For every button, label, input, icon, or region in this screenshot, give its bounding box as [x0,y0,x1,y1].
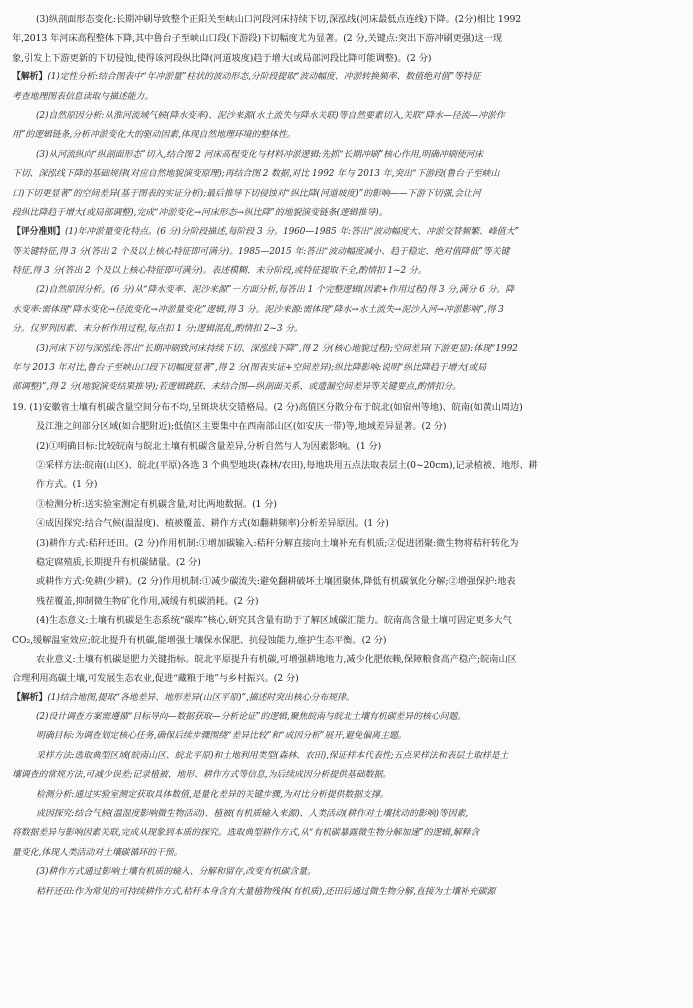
text-line [12,340,681,359]
text-line [12,437,681,456]
text-line [12,708,681,727]
line-text: 成因探究:结合气候(温湿度影响微生物活动)、植被(有机质输入来源)、人类活动(耕作对土壤扰动的影响)等因素, [36,809,469,820]
text-line [12,631,681,650]
line-text: 分。仅罗列因素、未分析作用过程,每点扣 1 分;逻辑混乱,酌情扣 2~3 分。 [12,324,303,335]
section-tag: 【评分准则】 [12,227,65,238]
line-text: (2)自然原因分析:从淮河流域气候(降水变率)、泥沙来源(水土流失与降水关联)等自然要素切入,关联“降水—径流—冲淤作 [36,110,505,121]
text-line [12,534,681,553]
text-line [12,223,681,242]
text-line [12,68,681,87]
text-line [12,572,681,591]
line-text: 等关键特征,得 3 分(答出 2 个及以上核心特征即可满分)。1985—2015 年:答出“波动幅度减小、趋于稳定、绝对值降低”等关键 [12,246,510,257]
line-text: 考查地理图表信息读取与描述能力。 [12,91,154,102]
line-text: 段纵比降趋于增大(或局部调整),完成“冲淤变化→河床形态→纵比降”的地貌演变链条(逻辑推导)。 [12,207,388,218]
text-line [12,786,681,805]
text-line [12,88,681,107]
text-line [12,281,681,300]
line-text: (2)自然原因分析。(6 分)从“降水变率、泥沙来源”一方面分析,每答出 1 个完整逻辑(因素+作用过程)得 3 分,满分 6 分。降 [36,285,515,296]
line-text: (4)生态意义:土壤有机碳是生态系统“碳库”核心,研究其含量有助于了解区域碳汇能力。皖南高含量土壤可固定更多大气 [36,615,512,627]
text-line [12,456,681,475]
line-text: ③检测分析:送实验室测定有机碳含量,对比两地数据。(1 分) [36,498,277,510]
line-text: 将数据差异与影响因素关联,完成从现象到本质的探究。选取典型耕作方式,从“有机碳暴露微生物分解加速”的逻辑,解释含 [12,828,480,839]
line-text: 口)下切更显著”的空间差异(基于图表的实证分析);最后推导下切侵蚀对“纵比降(河道坡度)”的影响——下游下切强,会让河 [12,188,481,199]
text-line [12,126,681,145]
text-line [12,107,681,126]
line-text: (3)河床下切与深泓线:答出“长期冲刷致河床持续下切、深泓线下降”,得 2 分(核心地貌过程);空间差异(下游更显):体现“1992 [36,343,518,354]
text-line [12,301,681,320]
text-line [12,262,681,281]
line-text: (1)定性分析:结合图表中“年冲淤量”柱状的波动形态,分阶段提取“波动幅度、冲淤转换频率、数值绝对值”等特征 [47,72,481,83]
text-line [12,49,681,68]
text-line [12,805,681,824]
line-text: 或耕作方式:免耕(少耕)。(2 分)作用机制:①减少碳流失:避免翻耕破坏土壤团聚体,降低有机碳氧化分解;②增强保护:地表 [36,576,516,588]
text-line [12,747,681,766]
line-text: ④成因探究:结合气候(温湿度)、植被覆盖、耕作方式(如翻耕频率)分析差异原因。(1 分) [36,518,389,530]
section-tag: 【解析】 [12,72,48,83]
line-text: (3)耕作方式通过影响土壤有机质的输入、分解和留存,改变有机碳含量。 [36,867,316,878]
line-text: 年与 2013 年对比,鲁台子至峡山口段下切幅度显著”,得 2 分(图表实证+空间差异);纵比降影响:说明“纵比降趋于增大(或局 [12,363,487,374]
text-line [12,378,681,397]
text-line [12,669,681,688]
line-text: 秸秆还田:作为常见的可持续耕作方式,秸秆本身含有大量植物残体(有机质),还田后通过微生物分解,直接为土壤补充碳源 [36,886,496,897]
line-text: 年,2013 年河床高程整体下降,其中鲁台子至峡山口段(下游段)下切幅度尤为显著。(2 分,关键点:突出下游冲刷更强)这一现 [12,33,502,45]
text-line [12,204,681,223]
line-text: (2)①明确目标:比较皖南与皖北土壤有机碳含量差异,分析自然与人为因素影响。(1 分) [36,440,382,452]
text-line [12,243,681,262]
text-line [12,398,681,417]
text-line [12,727,681,746]
text-line [12,417,681,436]
text-line [12,592,681,611]
line-text: 下切、深泓线下降的基础规律(对应自然地貌演变原理);再结合图 2 数据,对比 1992 年与 2013 年,突出“下游段(鲁台子至峡山 [12,169,500,180]
line-text: 残茬覆盖,抑制微生物矿化作用,减缓有机碳消耗。(2 分) [36,595,259,607]
text-line [12,689,681,708]
line-text: 19. (1)安徽省土壤有机碳含量空间分布不均,呈斑块状交错格局。(2 分)高值区分散分布于皖北(如宿州等地)、皖南(如黄山周边) [12,401,523,413]
line-text: 量变化,体现人类活动对土壤碳循环的干预。 [12,847,183,858]
line-text: ②采样方法:皖南(山区)、皖北(平原)各选 3 个典型地块(森林/农田),每地块用五点法取表层土(0~20cm),记录植被、地形、耕 [36,459,538,471]
line-text: (3)纵剖面形态变化:长期冲刷导致整个正阳关至峡山口河段河床持续下切,深泓线(河床最低点连线)下降。(2分)相比 1992 [36,14,522,25]
text-line [12,185,681,204]
text-line [12,611,681,630]
line-text: 稳定腐殖质,长期提升有机碳储量。(2 分) [36,556,201,568]
line-text: 采样方法:选取典型区域(皖南山区、皖北平原)和土地利用类型(森林、农田),保证样本代表性;五点采样法和表层土取样是土 [36,750,509,761]
text-line [12,475,681,494]
text-line [12,514,681,533]
line-text: 特征,得 3 分(答出 2 个及以上核心特征即可满分)。表述模糊、未分阶段,或特征提取不全,酌情扣 1~2 分。 [12,266,427,277]
text-line [12,146,681,165]
line-text: 作方式。(1 分) [36,479,98,491]
text-line [12,824,681,843]
text-line [12,495,681,514]
line-text: 及江淮之间部分区域(如合肥附近);低值区主要集中在西南部山区(如安庆一带)等,地域差异显著。(2 分) [36,421,447,433]
text-line [12,359,681,378]
line-text: 明确目标:为调查划定核心任务,确保后续步骤围绕“差异比较”和“成因分析”展开,避免偏离主题。 [36,731,407,742]
text-line [12,766,681,785]
section-tag: 【解析】 [12,692,48,703]
text-line [12,883,681,902]
text-line [12,320,681,339]
line-text: 象,引发上下游更新的下切侵蚀,使得该河段纵比降(河道坡度)趋于增大(或局部河段比降可能调整)。(2 分) [12,52,432,64]
text-line [12,165,681,184]
line-text: 合理利用高碳土壤,可发展生态农业,促进“藏粮于地”与乡村振兴。(2 分) [12,673,299,685]
line-text: (3)从河流纵向“纵剖面形态”切入,结合图 2 河床高程变化与材料冲淤逻辑:先抓“长期冲刷”核心作用,明确冲刷使河床 [36,149,484,160]
line-text: 部调整)”,得 2 分(地貌演变结果推导);若逻辑跳跃、未结合图—纵剖面关系、或遗漏空间差异等关键要点,酌情扣分。 [12,382,462,393]
text-line [12,650,681,669]
line-text: 检测分析:通过实验室测定获取具体数值,是量化差异的关键步骤,为对比分析提供数据支撑。 [36,789,389,800]
text-line [12,863,681,882]
text-line [12,844,681,863]
text-line [12,10,681,29]
text-line [12,29,681,48]
line-text: 用”的逻辑链条,分析冲淤变化大的驱动因素,体现自然地理环境的整体性。 [12,130,296,141]
line-text: 壤调查的常规方法,可减少误差;记录植被、地形、耕作方式等信息,为后续成因分析提供基础数据。 [12,770,392,781]
line-text: CO₂,缓解温室效应;皖北提升有机碳,能增强土壤保水保肥、抗侵蚀能力,维护生态平衡。(2 分) [12,634,387,646]
line-text: (1)结合地图,提取“各地差异、地形差异(山区平原)”,描述时突出核心分布规律。 [47,692,355,703]
line-text: (1)年冲淤量变化特点。(6 分)分阶段描述,每阶段 3 分。1960—1985 年:答出“波动幅度大、冲淤交替频繁、峰值大” [64,227,519,238]
line-text: 水变率:需体现“降水变化→径流变化→冲淤量变化”逻辑,得 3 分。泥沙来源:需体现“降水→水土流失→泥沙入河→冲淤影响”,得 3 [12,304,504,315]
line-text: (2)设计调查方案需遵循“目标导向—数据获取—分析论证”的逻辑,聚焦皖南与皖北土壤有机碳差异的核心问题。 [36,712,467,723]
text-line [12,553,681,572]
line-text: (3)耕作方式:秸秆还田。(2 分)作用机制:①增加碳输入:秸秆分解直接向土壤补充有机质;②促进团聚:微生物将秸秆转化为 [36,537,519,549]
line-text: 农业意义:土壤有机碳是肥力关键指标。皖北平原提升有机碳,可增强耕地地力,减少化肥依赖,保障粮食高产稳产;皖南山区 [36,653,517,665]
